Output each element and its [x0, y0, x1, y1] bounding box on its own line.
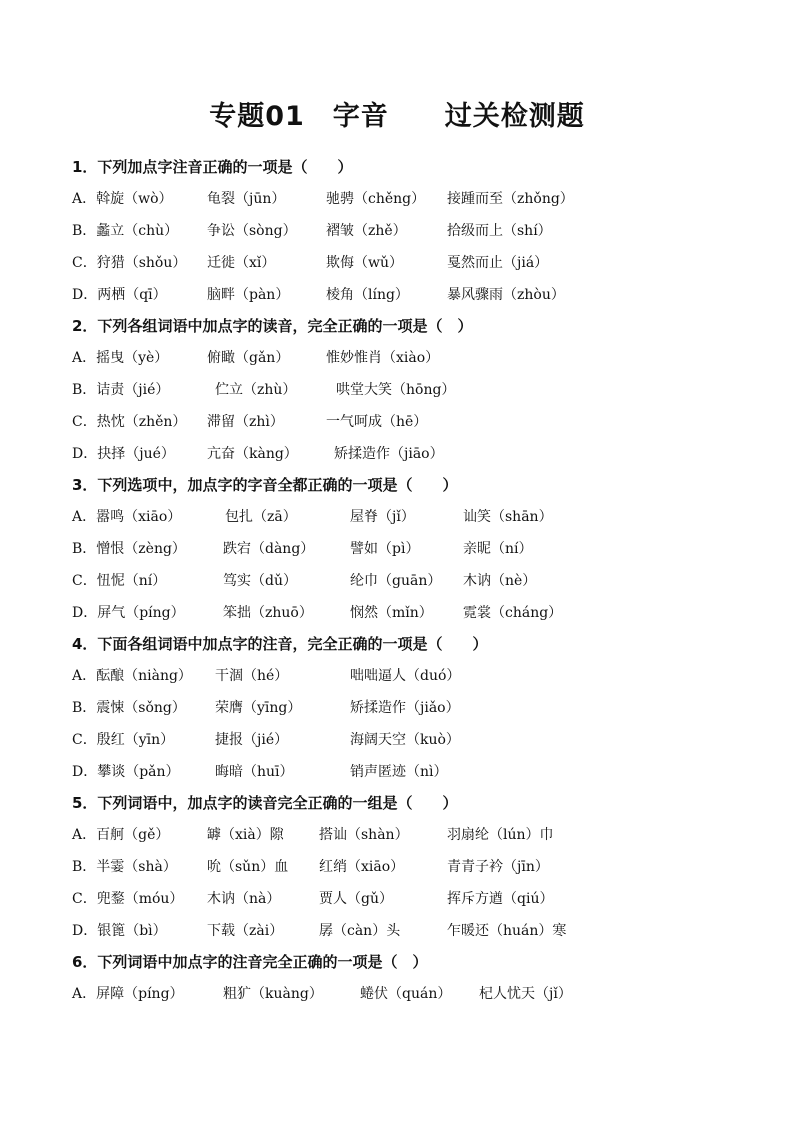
- option-item: 惟妙惟肖（xiào）: [326, 350, 440, 366]
- question-stem: 2．下列各组词语中加点字的读音，完全正确的一项是（ ）: [72, 317, 473, 335]
- question-stem: 6．下列词语中加点字的注音完全正确的一项是（ ）: [72, 953, 428, 971]
- option-item: 晦暗（huī）: [215, 764, 294, 780]
- option-item: 俯瞰（gǎn）: [207, 350, 290, 366]
- option-item: 亲昵（ní）: [463, 541, 533, 557]
- option-item: 蜷伏（quán）: [360, 986, 452, 1002]
- option-item: 戛然而止（jiá）: [447, 255, 549, 271]
- option-item: 霓裳（cháng）: [463, 605, 563, 621]
- option-item: 哄堂大笑（hōng）: [336, 382, 456, 398]
- option-label-item: C．兜鍪（móu）: [72, 891, 184, 907]
- option-item: 矫揉造作（jiǎo）: [350, 700, 460, 716]
- option-item: 红绡（xiāo）: [319, 859, 405, 875]
- option-item: 海阔天空（kuò）: [350, 732, 460, 748]
- option-item: 罅（xià）隙: [207, 827, 284, 843]
- option-item: 咄咄逼人（duó）: [350, 668, 461, 684]
- option-item: 褶皱（zhě）: [326, 223, 407, 239]
- option-item: 笨拙（zhuō）: [223, 605, 313, 621]
- question-stem: 3．下列选项中，加点字的字音全都正确的一项是（ ）: [72, 476, 458, 494]
- option-label-item: A．摇曳（yè）: [72, 350, 169, 366]
- option-item: 乍暖还（huán）寒: [447, 923, 567, 939]
- option-item: 讪笑（shān）: [463, 509, 553, 525]
- option-label-item: A．屏障（píng）: [72, 986, 184, 1002]
- option-item: 干涸（hé）: [215, 668, 289, 684]
- option-label-item: B．半霎（shà）: [72, 859, 177, 875]
- option-item: 搭讪（shàn）: [319, 827, 409, 843]
- option-item: 荣膺（yīng）: [215, 700, 302, 716]
- option-item: 粗犷（kuàng）: [223, 986, 323, 1002]
- option-label-item: C．热忱（zhěn）: [72, 414, 187, 430]
- option-label-item: C．忸怩（ní）: [72, 573, 167, 589]
- option-item: 笃实（dǔ）: [223, 573, 297, 589]
- option-item: 木讷（nè）: [463, 573, 537, 589]
- option-item: 下载（zài）: [207, 923, 284, 939]
- option-item: 接踵而至（zhǒng）: [447, 191, 574, 207]
- option-item: 羽扇纶（lún）巾: [447, 827, 554, 843]
- option-label-item: B．诘责（jié）: [72, 382, 170, 398]
- option-label-item: B．震悚（sǒng）: [72, 700, 186, 716]
- option-item: 拾级而上（shí）: [447, 223, 552, 239]
- option-label-item: C．狩猎（shǒu）: [72, 255, 187, 271]
- option-item: 暴风骤雨（zhòu）: [447, 287, 565, 303]
- page-title: 专题01 字音 过关检测题: [209, 101, 585, 132]
- option-item: 贾人（gǔ）: [319, 891, 393, 907]
- option-item: 吮（sǔn）血: [207, 859, 289, 875]
- option-item: 木讷（nà）: [207, 891, 281, 907]
- option-item: 滞留（zhì）: [207, 414, 284, 430]
- question-stem: 1．下列加点字注音正确的一项是（ ）: [72, 158, 353, 176]
- option-item: 跌宕（dàng）: [223, 541, 315, 557]
- option-item: 棱角（líng）: [326, 287, 409, 303]
- option-item: 譬如（pì）: [350, 541, 420, 557]
- option-label-item: B．蠡立（chù）: [72, 223, 179, 239]
- option-item: 驰骋（chěng）: [326, 191, 426, 207]
- option-label-item: A．百舸（gě）: [72, 827, 170, 843]
- option-item: 欺侮（wǔ）: [326, 255, 403, 271]
- option-item: 矫揉造作（jiāo）: [334, 446, 444, 462]
- option-item: 销声匿迹（nì）: [350, 764, 448, 780]
- option-label-item: D．抉择（jué）: [72, 446, 175, 462]
- option-item: 青青子衿（jīn）: [447, 859, 549, 875]
- option-item: 杞人忧天（jǐ）: [479, 986, 572, 1002]
- option-item: 捷报（jié）: [215, 732, 289, 748]
- option-item: 挥斥方遒（qiú）: [447, 891, 554, 907]
- option-label-item: A．嚣鸣（xiāo）: [72, 509, 182, 525]
- option-label-item: D．两栖（qī）: [72, 287, 167, 303]
- option-label-item: D．攀谈（pǎn）: [72, 764, 180, 780]
- option-item: 包扎（zā）: [225, 509, 297, 525]
- option-label-item: C．殷红（yīn）: [72, 732, 175, 748]
- option-label-item: D．屏气（píng）: [72, 605, 185, 621]
- option-item: 孱（càn）头: [319, 923, 401, 939]
- option-item: 迁徙（xǐ）: [207, 255, 276, 271]
- option-item: 伫立（zhù）: [215, 382, 297, 398]
- option-item: 屋脊（jǐ）: [350, 509, 415, 525]
- option-item: 龟裂（jūn）: [207, 191, 286, 207]
- option-item: 一气呵成（hē）: [326, 414, 428, 430]
- option-label-item: B．憎恨（zèng）: [72, 541, 186, 557]
- option-item: 悯然（mǐn）: [350, 605, 433, 621]
- question-stem: 5．下列词语中，加点字的读音完全正确的一组是（ ）: [72, 794, 458, 812]
- option-item: 脑畔（pàn）: [207, 287, 290, 303]
- question-stem: 4．下面各组词语中加点字的注音，完全正确的一项是（ ）: [72, 635, 488, 653]
- option-label-item: D．银篦（bì）: [72, 923, 167, 939]
- option-label-item: A．斡旋（wò）: [72, 191, 173, 207]
- option-item: 争讼（sòng）: [207, 223, 297, 239]
- option-item: 纶巾（guān）: [350, 573, 442, 589]
- option-item: 亢奋（kàng）: [207, 446, 298, 462]
- option-label-item: A．酝酿（niàng）: [72, 668, 192, 684]
